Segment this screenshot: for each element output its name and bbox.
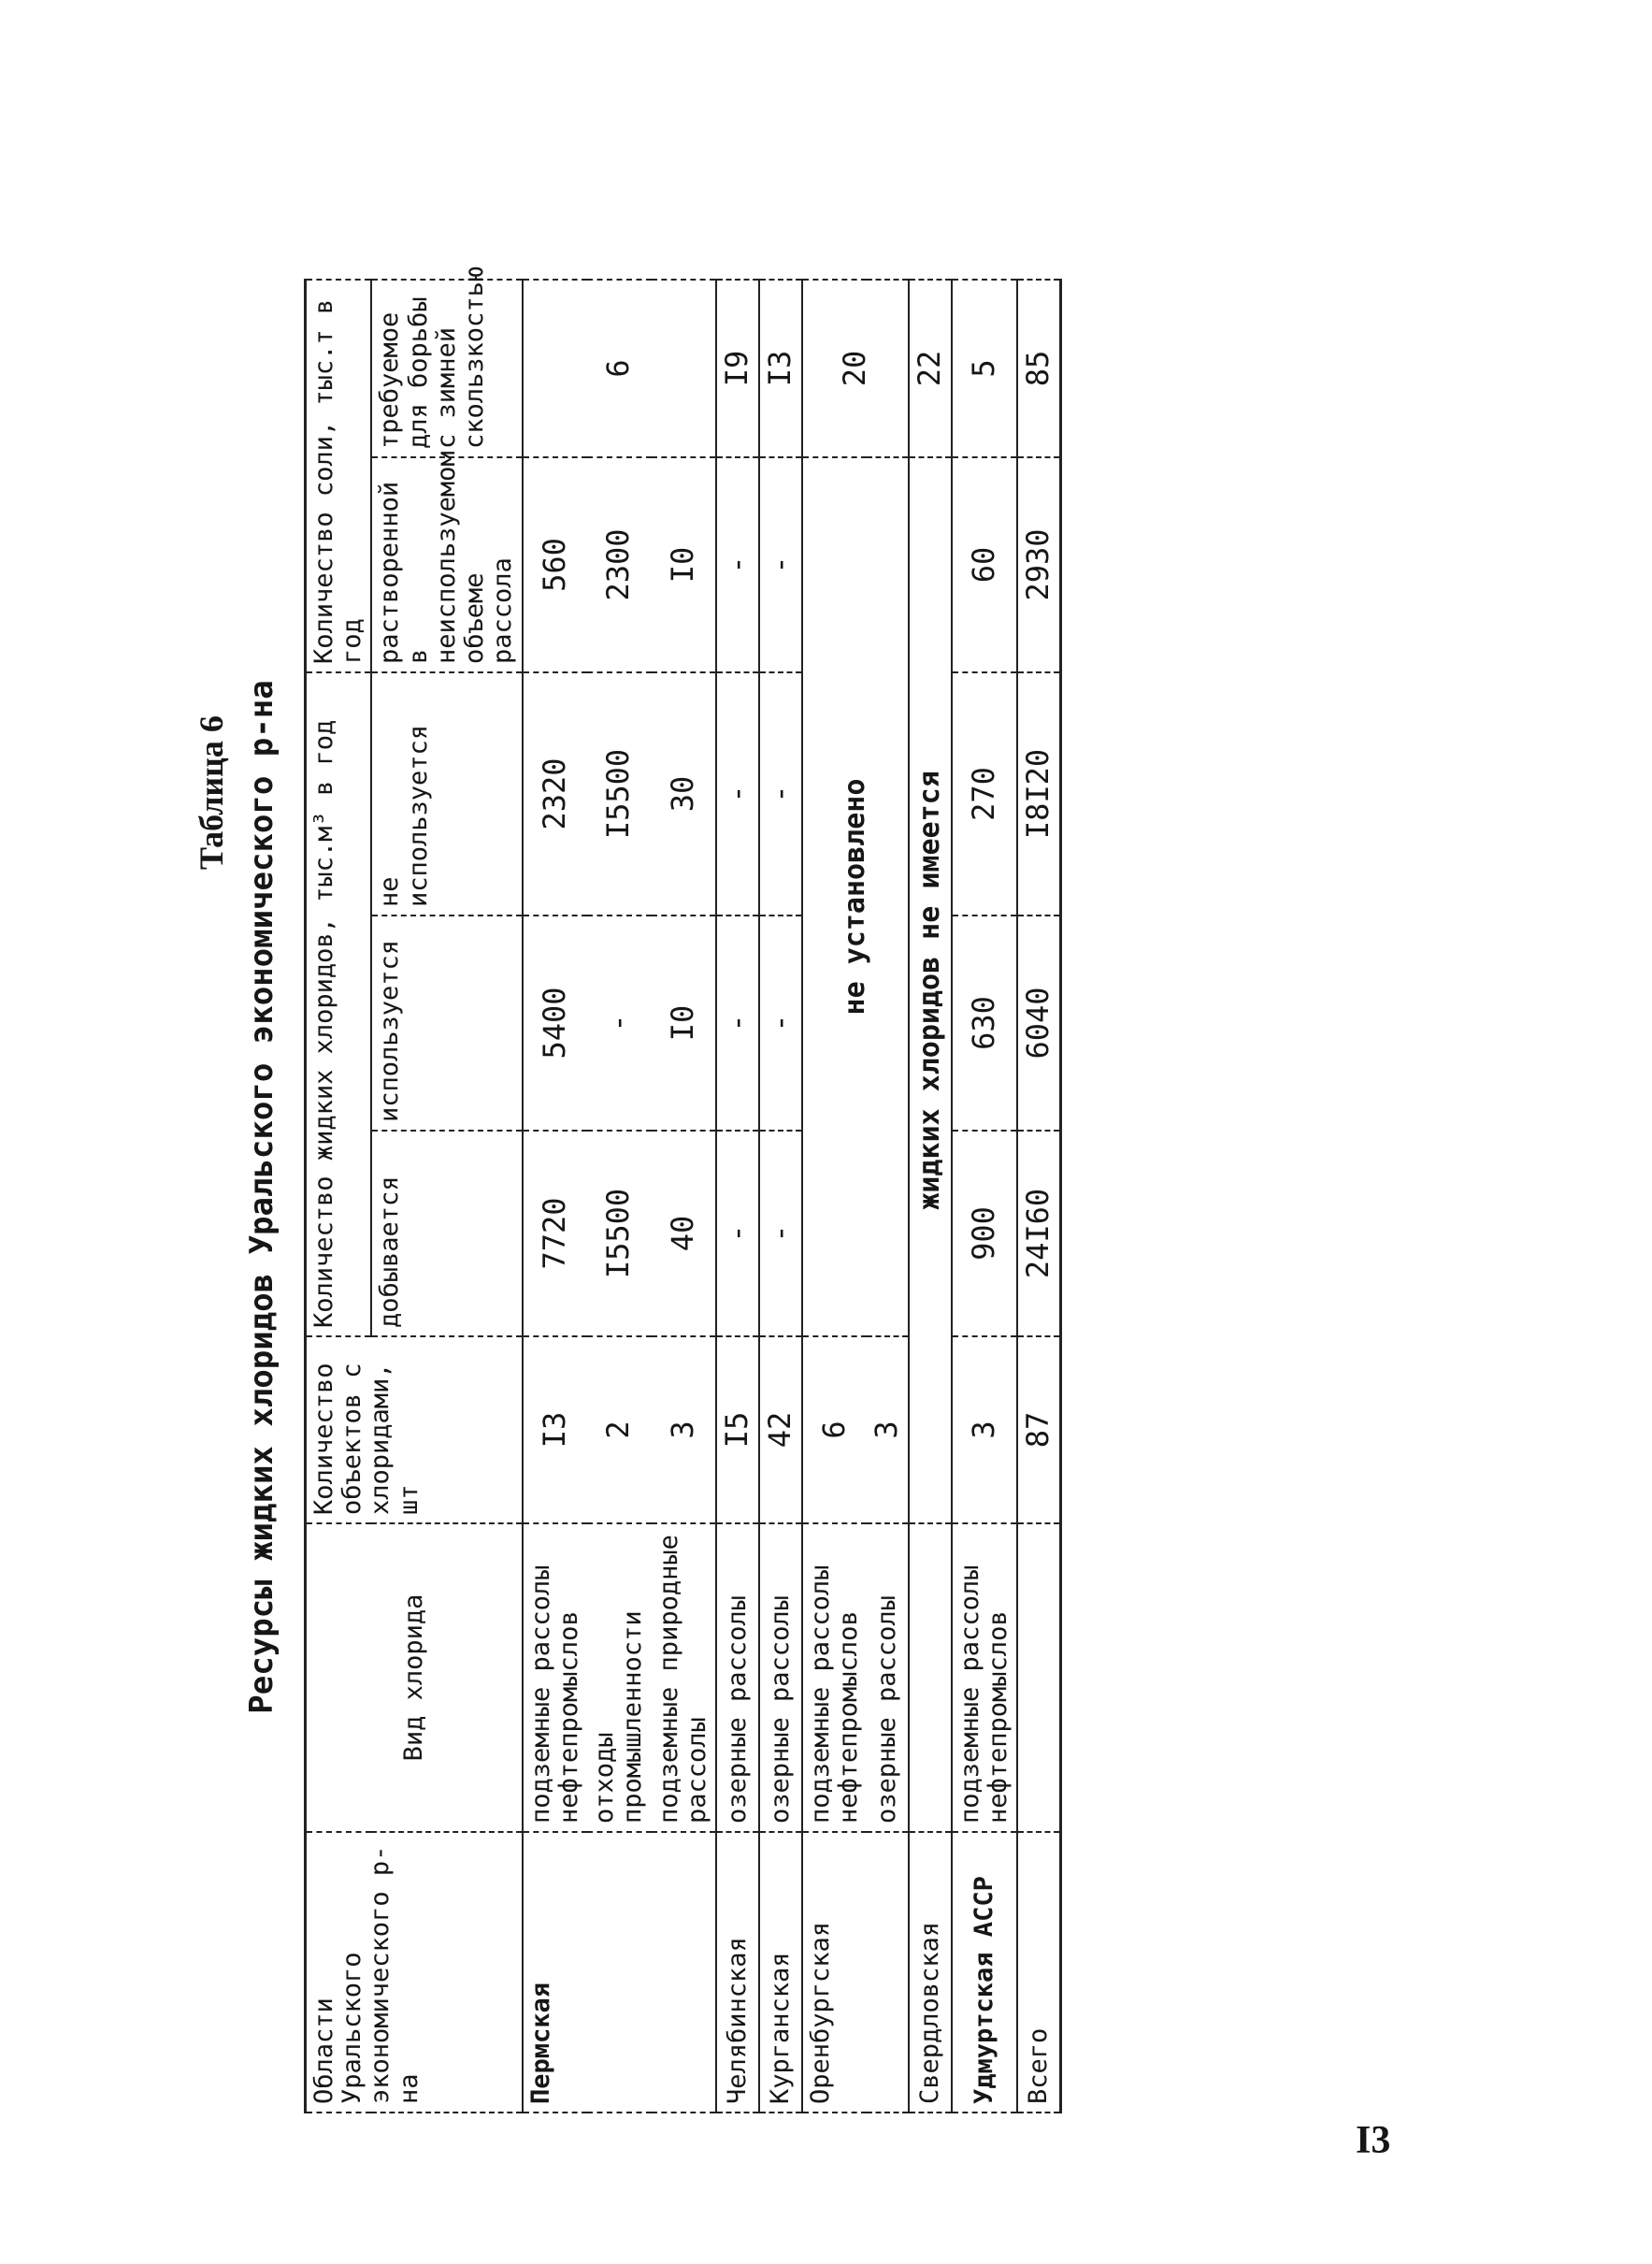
header-required-salt: требуемое для борьбы с зимней скользкостью	[371, 280, 522, 457]
table-row	[759, 280, 802, 2113]
required-cell: 22	[909, 280, 952, 457]
chloride-type-cell: озерные рассолы	[716, 1523, 759, 1832]
extracted-cell: 7720	[523, 1131, 587, 1336]
table-number: Таблица 6	[193, 715, 230, 870]
table-row	[802, 280, 867, 2113]
header-row-1	[306, 280, 372, 2113]
unused-cell: -	[716, 672, 759, 916]
unused-cell: I5500	[587, 672, 651, 916]
header-liquid-chlorides: Количество жидких хлоридов, тыс.м³ в год	[306, 672, 372, 1336]
table-row	[952, 280, 1017, 2113]
header-extracted: добывается	[371, 1131, 522, 1336]
used-cell: -	[587, 916, 651, 1131]
required-cell: 20	[802, 280, 909, 457]
required-cell: 6	[523, 280, 716, 457]
count-cell: I3	[523, 1336, 587, 1523]
extracted-cell: 24I60	[1017, 1131, 1060, 1336]
used-cell: 6040	[1017, 916, 1060, 1131]
table-row	[716, 280, 759, 2113]
count-cell: 2	[587, 1336, 651, 1523]
unused-cell: 30	[652, 672, 716, 916]
region-cell: Челябинская	[716, 1832, 759, 2113]
required-cell: I3	[759, 280, 802, 457]
header-used: используется	[371, 916, 522, 1131]
dissolved-cell: I0	[652, 457, 716, 672]
table-row	[523, 280, 587, 2113]
region-cell: Курганская	[759, 1832, 802, 2113]
region-cell: Всего	[1017, 1832, 1060, 2113]
table-title: Ресурсы жидких хлоридов Уральского экономического р-на	[243, 680, 280, 1714]
chloride-type-cell: озерные рассолы	[759, 1523, 802, 1832]
dissolved-cell: -	[759, 457, 802, 672]
header-dissolved-salt: растворенной в неиспользуемом объеме рассола	[371, 457, 522, 672]
used-cell: -	[716, 916, 759, 1131]
required-cell: I9	[716, 280, 759, 457]
extracted-cell: 900	[952, 1131, 1017, 1336]
required-cell: 5	[952, 280, 1017, 457]
chloride-type-cell: отходы промышленности	[587, 1523, 651, 1832]
unused-cell: -	[759, 672, 802, 916]
count-cell: 3	[867, 1336, 909, 1523]
dissolved-cell: 560	[523, 457, 587, 672]
count-cell: 42	[759, 1336, 802, 1523]
not-established-note: не установлено	[802, 457, 909, 1336]
used-cell: -	[759, 916, 802, 1131]
region-cell: Свердловская	[909, 1832, 952, 2113]
count-cell: 87	[1017, 1336, 1060, 1523]
table-row	[909, 280, 952, 2113]
required-cell: 85	[1017, 280, 1060, 457]
page-number: I3	[1356, 2119, 1391, 2162]
extracted-cell: 40	[652, 1131, 716, 1336]
extracted-cell: I5500	[587, 1131, 651, 1336]
header-region: Области Уральского экономического р-на	[306, 1832, 523, 2113]
region-cell: Пермская	[523, 1832, 716, 2113]
chloride-type-cell: подземные рассолы нефтепромыслов	[952, 1523, 1017, 1832]
dissolved-cell: 2930	[1017, 457, 1060, 672]
count-cell: 3	[652, 1336, 716, 1523]
chloride-type-cell: подземные рассолы нефтепромыслов	[523, 1523, 587, 1832]
no-liquid-chlorides-note: жидких хлоридов не имеется	[909, 457, 952, 1523]
chloride-type-cell: подземные природные рассолы	[652, 1523, 716, 1832]
extracted-cell: -	[716, 1131, 759, 1336]
dissolved-cell: 60	[952, 457, 1017, 672]
header-salt-amount: Количество соли, тыс.т в год	[306, 280, 372, 672]
dissolved-cell: -	[716, 457, 759, 672]
used-cell: 5400	[523, 916, 587, 1131]
count-cell: 6	[802, 1336, 867, 1523]
extracted-cell: -	[759, 1131, 802, 1336]
unused-cell: I8I20	[1017, 672, 1060, 916]
dissolved-cell: 2300	[587, 457, 651, 672]
chloride-type-cell	[909, 1523, 952, 1832]
count-cell: I5	[716, 1336, 759, 1523]
header-object-count: Количество объектов с хлоридами, шт	[306, 1336, 523, 1523]
region-cell: Оренбургская	[802, 1832, 909, 2113]
chloride-resources-table	[304, 266, 1062, 2113]
total-row	[1017, 280, 1060, 2113]
region-cell: Удмуртская АССР	[952, 1832, 1017, 2113]
unused-cell: 2320	[523, 672, 587, 916]
unused-cell: 270	[952, 672, 1017, 916]
chloride-type-cell: подземные рассолы нефтепромыслов	[802, 1523, 867, 1832]
header-chloride-type: Вид хлорида	[306, 1523, 523, 1832]
used-cell: I0	[652, 916, 716, 1131]
header-unused: не используется	[371, 672, 522, 916]
count-cell: 3	[952, 1336, 1017, 1523]
chloride-type-cell: озерные рассолы	[867, 1523, 909, 1832]
rotated-page-content	[193, 243, 1384, 2132]
used-cell: 630	[952, 916, 1017, 1131]
chloride-type-cell	[1017, 1523, 1060, 1832]
